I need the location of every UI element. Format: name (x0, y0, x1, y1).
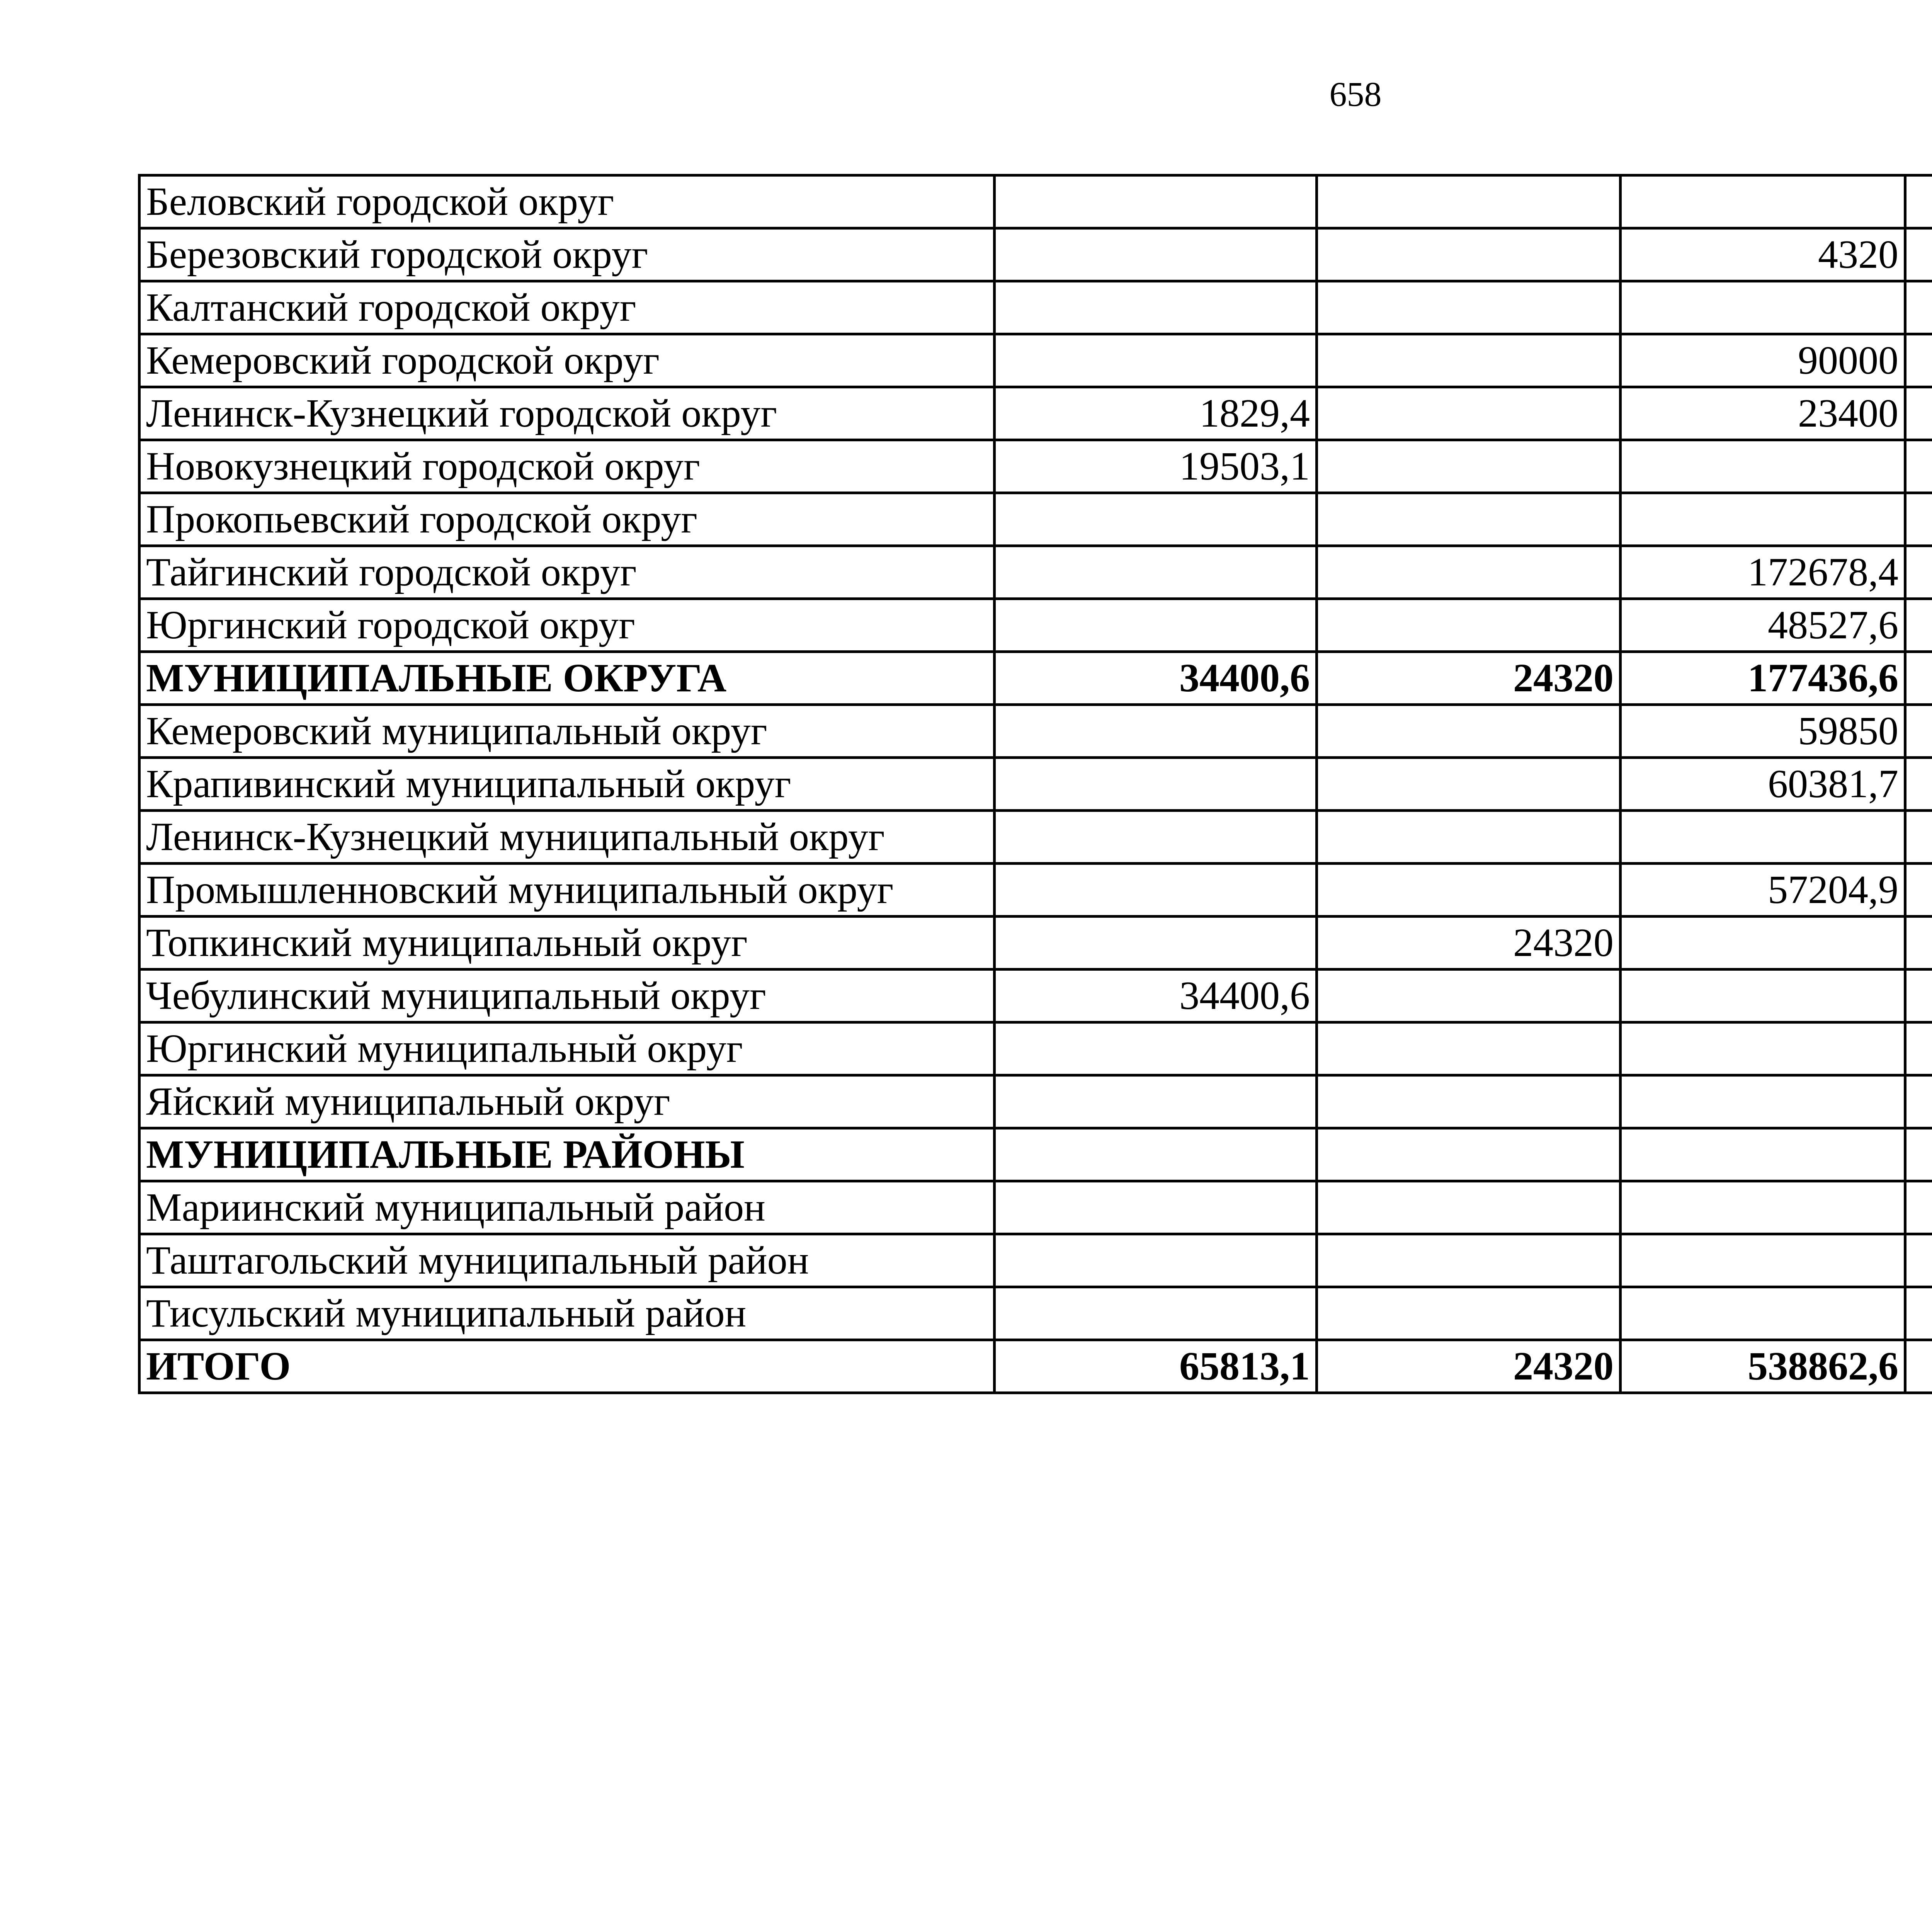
row-label: Ленинск-Кузнецкий муниципальный округ (139, 811, 995, 864)
table-row (139, 281, 1932, 334)
value-cell-col-4 (1905, 1075, 1932, 1128)
row-label: Яйский муниципальный округ (139, 1075, 995, 1128)
value-cell-col-2: 24320 (1317, 917, 1621, 970)
value-cell-col-1 (995, 1022, 1317, 1075)
value-cell-col-3 (1621, 1128, 1905, 1181)
value-cell-col-4 (1905, 811, 1932, 864)
value-cell-col-4 (1905, 1340, 1932, 1393)
table-row (139, 440, 1932, 493)
row-label: Крапивинский муниципальный округ (139, 758, 995, 811)
value-cell-col-1 (995, 546, 1317, 599)
value-cell-col-3 (1621, 175, 1905, 228)
value-cell-col-3: 177436,6 (1621, 652, 1905, 705)
row-label: Ленинск-Кузнецкий городской округ (139, 387, 995, 440)
value-cell-col-4 (1905, 440, 1932, 493)
row-label: Калтанский городской округ (139, 281, 995, 334)
value-cell-col-2 (1317, 175, 1621, 228)
value-cell-col-4 (1905, 334, 1932, 387)
table-row (139, 1075, 1932, 1128)
value-cell-col-2 (1317, 387, 1621, 440)
value-cell-col-2 (1317, 864, 1621, 917)
value-cell-col-3: 60381,7 (1621, 758, 1905, 811)
row-label: Юргинский городской округ (139, 599, 995, 652)
value-cell-col-1 (995, 811, 1317, 864)
value-cell-col-4 (1905, 1234, 1932, 1287)
row-label: МУНИЦИПАЛЬНЫЕ ОКРУГА (139, 652, 995, 705)
value-cell-col-4 (1905, 1128, 1932, 1181)
value-cell-col-2 (1317, 546, 1621, 599)
value-cell-col-4 (1905, 970, 1932, 1022)
table-row (139, 546, 1932, 599)
value-cell-col-1 (995, 705, 1317, 758)
table-row (139, 228, 1932, 281)
table-row-total (139, 652, 1932, 705)
row-label: Кемеровский городской округ (139, 334, 995, 387)
value-cell-col-2 (1317, 811, 1621, 864)
value-cell-col-2 (1317, 1128, 1621, 1181)
value-cell-col-2: 24320 (1317, 652, 1621, 705)
table-row (139, 334, 1932, 387)
value-cell-col-2 (1317, 1181, 1621, 1234)
value-cell-col-2 (1317, 228, 1621, 281)
table-row (139, 599, 1932, 652)
value-cell-col-1 (995, 1234, 1317, 1287)
value-cell-col-3 (1621, 440, 1905, 493)
value-cell-col-4 (1905, 705, 1932, 758)
value-cell-col-4 (1905, 387, 1932, 440)
value-cell-col-1 (995, 228, 1317, 281)
table-row (139, 1287, 1932, 1340)
value-cell-col-4 (1905, 546, 1932, 599)
page-number: 658 (1329, 75, 1382, 114)
value-cell-col-1 (995, 1287, 1317, 1340)
value-cell-col-2 (1317, 1234, 1621, 1287)
value-cell-col-2 (1317, 599, 1621, 652)
row-label: ИТОГО (139, 1340, 995, 1393)
value-cell-col-1: 34400,6 (995, 970, 1317, 1022)
table-row (139, 387, 1932, 440)
value-cell-col-1 (995, 1075, 1317, 1128)
table-row (139, 1181, 1932, 1234)
row-label: Тайгинский городской округ (139, 546, 995, 599)
value-cell-col-1 (995, 917, 1317, 970)
row-label: Беловский городской округ (139, 175, 995, 228)
value-cell-col-2 (1317, 1287, 1621, 1340)
value-cell-col-2: 24320 (1317, 1340, 1621, 1393)
value-cell-col-3 (1621, 1287, 1905, 1340)
row-label: Кемеровский муниципальный округ (139, 705, 995, 758)
value-cell-col-1: 34400,6 (995, 652, 1317, 705)
value-cell-col-4 (1905, 758, 1932, 811)
value-cell-col-3: 4320 (1621, 228, 1905, 281)
value-cell-col-1 (995, 1128, 1317, 1181)
row-label: Таштагольский муниципальный район (139, 1234, 995, 1287)
value-cell-col-2 (1317, 281, 1621, 334)
value-cell-col-2 (1317, 334, 1621, 387)
value-cell-col-4 (1905, 228, 1932, 281)
value-cell-col-4 (1905, 917, 1932, 970)
value-cell-col-3 (1621, 1234, 1905, 1287)
value-cell-col-3 (1621, 1075, 1905, 1128)
table-row (139, 758, 1932, 811)
table-row (139, 493, 1932, 546)
value-cell-col-3: 59850 (1621, 705, 1905, 758)
value-cell-col-2 (1317, 1075, 1621, 1128)
row-label: МУНИЦИПАЛЬНЫЕ РАЙОНЫ (139, 1128, 995, 1181)
budget-table (138, 174, 1932, 1394)
value-cell-col-1: 19503,1 (995, 440, 1317, 493)
value-cell-col-2 (1317, 970, 1621, 1022)
value-cell-col-1: 1829,4 (995, 387, 1317, 440)
table-row-total (139, 1128, 1932, 1181)
value-cell-col-1 (995, 281, 1317, 334)
value-cell-col-3: 57204,9 (1621, 864, 1905, 917)
row-label: Новокузнецкий городской округ (139, 440, 995, 493)
table-row (139, 864, 1932, 917)
row-label: Юргинский муниципальный округ (139, 1022, 995, 1075)
row-label: Березовский городской округ (139, 228, 995, 281)
value-cell-col-3 (1621, 917, 1905, 970)
value-cell-col-3: 48527,6 (1621, 599, 1905, 652)
value-cell-col-2 (1317, 705, 1621, 758)
table-row (139, 1234, 1932, 1287)
row-label: Тисульский муниципальный район (139, 1287, 995, 1340)
value-cell-col-4 (1905, 652, 1932, 705)
value-cell-col-4 (1905, 493, 1932, 546)
row-label: Промышленновский муниципальный округ (139, 864, 995, 917)
value-cell-col-1: 65813,1 (995, 1340, 1317, 1393)
value-cell-col-4 (1905, 864, 1932, 917)
row-label: Чебулинский муниципальный округ (139, 970, 995, 1022)
value-cell-col-3 (1621, 811, 1905, 864)
value-cell-col-4 (1905, 1287, 1932, 1340)
value-cell-col-3: 172678,4 (1621, 546, 1905, 599)
value-cell-col-4 (1905, 1022, 1932, 1075)
value-cell-col-2 (1317, 758, 1621, 811)
value-cell-col-3 (1621, 493, 1905, 546)
value-cell-col-2 (1317, 493, 1621, 546)
row-label: Прокопьевский городской округ (139, 493, 995, 546)
value-cell-col-3 (1621, 1022, 1905, 1075)
table-row (139, 1022, 1932, 1075)
value-cell-col-3 (1621, 970, 1905, 1022)
value-cell-col-2 (1317, 1022, 1621, 1075)
value-cell-col-3 (1621, 281, 1905, 334)
value-cell-col-1 (995, 493, 1317, 546)
value-cell-col-4 (1905, 281, 1932, 334)
value-cell-col-3: 538862,6 (1621, 1340, 1905, 1393)
table-row (139, 970, 1932, 1022)
value-cell-col-2 (1317, 440, 1621, 493)
value-cell-col-4 (1905, 175, 1932, 228)
value-cell-col-1 (995, 864, 1317, 917)
table-row-total (139, 1340, 1932, 1393)
table-row (139, 705, 1932, 758)
row-label: Мариинский муниципальный район (139, 1181, 995, 1234)
value-cell-col-1 (995, 599, 1317, 652)
value-cell-col-1 (995, 758, 1317, 811)
value-cell-col-3 (1621, 1181, 1905, 1234)
table-row (139, 175, 1932, 228)
value-cell-col-3: 90000 (1621, 334, 1905, 387)
value-cell-col-3: 23400 (1621, 387, 1905, 440)
value-cell-col-1 (995, 334, 1317, 387)
value-cell-col-4 (1905, 1181, 1932, 1234)
table-body (139, 175, 1932, 1393)
value-cell-col-1 (995, 175, 1317, 228)
table-row (139, 811, 1932, 864)
value-cell-col-1 (995, 1181, 1317, 1234)
row-label: Топкинский муниципальный округ (139, 917, 995, 970)
value-cell-col-4 (1905, 599, 1932, 652)
table-row (139, 917, 1932, 970)
